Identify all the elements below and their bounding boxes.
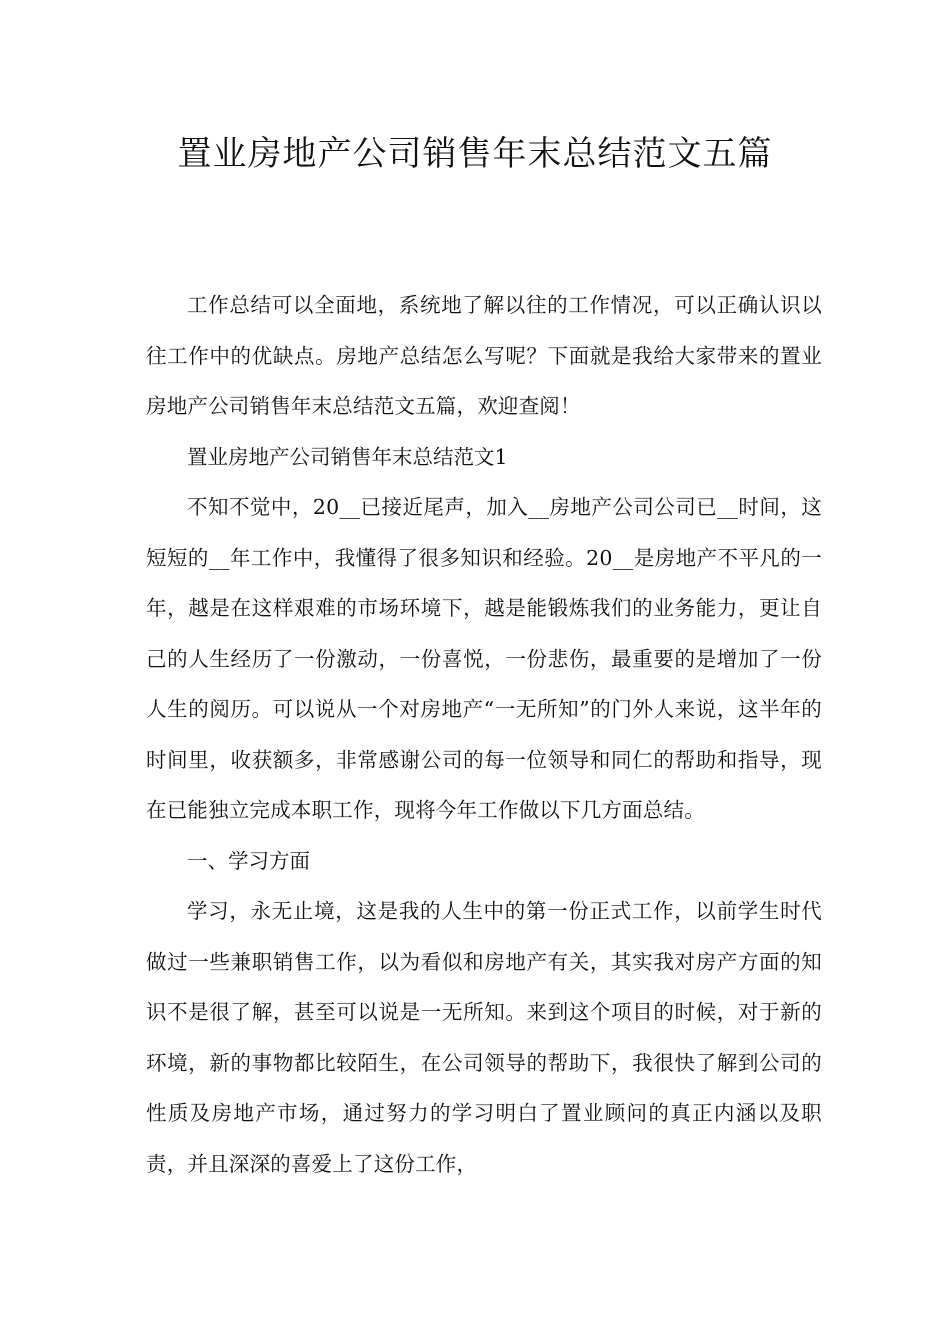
intro-paragraph: 工作总结可以全面地，系统地了解以往的工作情况，可以正确认识以往工作中的优缺点。房地产总结怎么写呢？下面就是我给大家带来的置业房地产公司销售年末总结范文五篇，欢迎查阅！: [146, 293, 822, 418]
section-heading-study: 一、学习方面: [187, 848, 310, 873]
study-paragraph: 学习，永无止境，这是我的人生中的第一份正式工作，以前学生时代做过一些兼职销售工作，以为看似和房地产有关，其实我对房产方面的知识不是很了解，甚至可以说是一无所知。来到这个项目的时候，对于新的环境，新的事物都比较陌生，在公司领导的帮助下，我很快了解到公司的性质及房地产市场，通过努力的学习明白了置业顾问的真正内涵以及职责，并且深深的喜爱上了这份工作，: [146, 899, 822, 1176]
document-body: [146, 280, 822, 1189]
article-1-paragraph: 不知不觉中，20__已接近尾声，加入__房地产公司公司已__时间，这短短的__年工作中，我懂得了很多知识和经验。20__是房地产不平凡的一年，越是在这样艰难的市场环境下，越是能锻炼我们的业务能力，更让自己的人生经历了一份激动，一份喜悦，一份悲伤，最重要的是增加了一份人生的阅历。可以说从一个对房地产“一无所知”的门外人来说，这半年的时间里，收获额多，非常感谢公司的每一位领导和同仁的帮助和指导，现在已能独立完成本职工作，现将今年工作做以下几方面总结。: [146, 495, 822, 822]
section-heading-article-1: 置业房地产公司销售年末总结范文1: [187, 444, 508, 469]
document-title: 置业房地产公司销售年末总结范文五篇: [177, 134, 773, 174]
